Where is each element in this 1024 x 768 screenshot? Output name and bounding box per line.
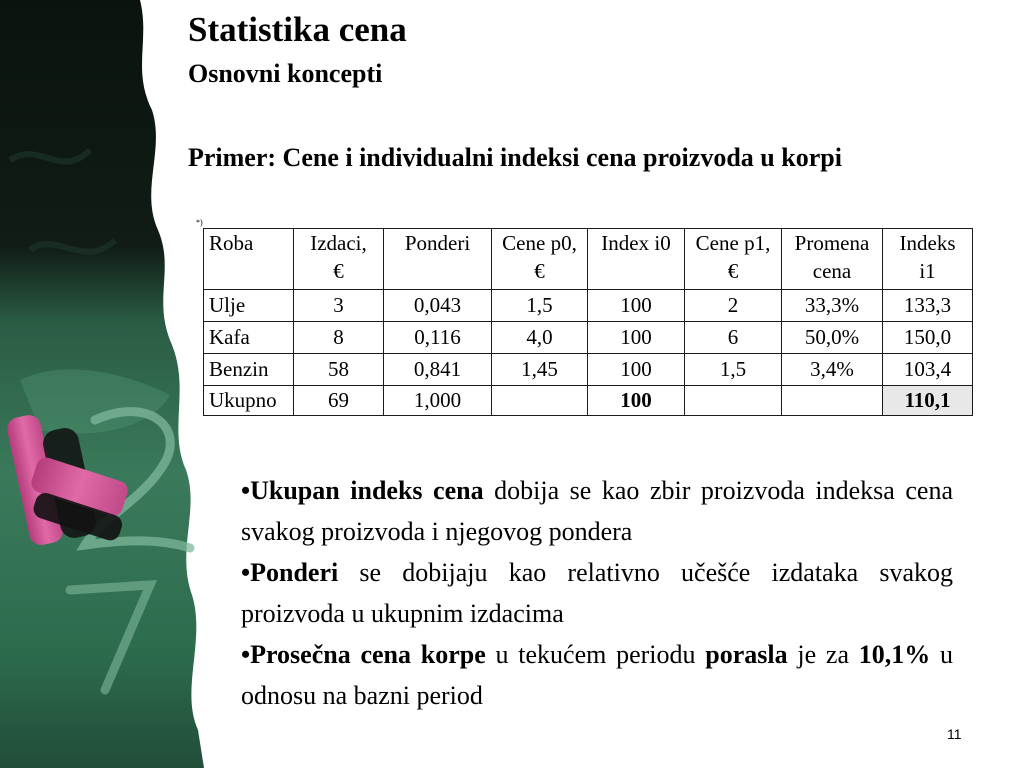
table-cell: 150,0 <box>883 322 973 354</box>
table-cell: 100 <box>588 322 685 354</box>
bullet-item: •Prosečna cena korpe u tekućem periodu porasla je za 10,1% u odnosu na bazni period <box>241 640 953 710</box>
table-cell: 6 <box>685 322 782 354</box>
table-cell: Benzin <box>204 354 294 386</box>
column-header: Roba <box>204 229 294 290</box>
column-header: Ponderi <box>384 229 492 290</box>
column-header: Cene p0, € <box>492 229 588 290</box>
table-row <box>204 354 973 386</box>
page-number: 11 <box>947 726 962 742</box>
column-header: Izdaci, € <box>294 229 384 290</box>
table-cell: 103,4 <box>883 354 973 386</box>
table-row <box>204 322 973 354</box>
table-cell: 133,3 <box>883 290 973 322</box>
table-cell: 0,043 <box>384 290 492 322</box>
table-cell: 1,000 <box>384 386 492 416</box>
table-cell: 100 <box>588 386 685 416</box>
bullet-item: •Ponderi se dobijaju kao relativno učešće izdataka svakog proizvoda u ukupnim izdacima <box>241 558 953 628</box>
table-cell: 0,841 <box>384 354 492 386</box>
column-header: Promena cena <box>782 229 883 290</box>
table-cell: 33,3% <box>782 290 883 322</box>
table-cell: 58 <box>294 354 384 386</box>
table-cell: 110,1 <box>883 386 973 416</box>
table-cell: 4,0 <box>492 322 588 354</box>
table-cell: 69 <box>294 386 384 416</box>
bullet-list <box>241 470 953 716</box>
table-cell: 100 <box>588 290 685 322</box>
table-cell: 1,45 <box>492 354 588 386</box>
table-cell: Ukupno <box>204 386 294 416</box>
table-cell <box>492 386 588 416</box>
table-cell: 3 <box>294 290 384 322</box>
table-total-row <box>204 386 973 416</box>
table-cell: 50,0% <box>782 322 883 354</box>
example-heading: Primer: Cene i individualni indeksi cena proizvoda u korpi <box>188 143 842 172</box>
table-footnote-marker: *) <box>196 218 203 227</box>
column-header: Index i0 <box>588 229 685 290</box>
slide-subtitle: Osnovni koncepti <box>188 59 383 88</box>
column-header: Cene p1, € <box>685 229 782 290</box>
table-cell: 8 <box>294 322 384 354</box>
slide-title: Statistika cena <box>188 10 407 49</box>
table-cell <box>685 386 782 416</box>
table-cell: 0,116 <box>384 322 492 354</box>
table-cell: Ulje <box>204 290 294 322</box>
table-header-row <box>204 229 973 290</box>
table-cell: 100 <box>588 354 685 386</box>
table-cell: Kafa <box>204 322 294 354</box>
table-cell <box>782 386 883 416</box>
bullet-item: •Ukupan indeks cena dobija se kao zbir proizvoda indeksa cena svakog proizvoda i njegovog pondera <box>241 476 953 546</box>
table-cell: 3,4% <box>782 354 883 386</box>
table-cell: 1,5 <box>685 354 782 386</box>
price-index-table <box>203 228 973 416</box>
column-header: Indeks i1 <box>883 229 973 290</box>
table-row <box>204 290 973 322</box>
table-cell: 1,5 <box>492 290 588 322</box>
table-cell: 2 <box>685 290 782 322</box>
